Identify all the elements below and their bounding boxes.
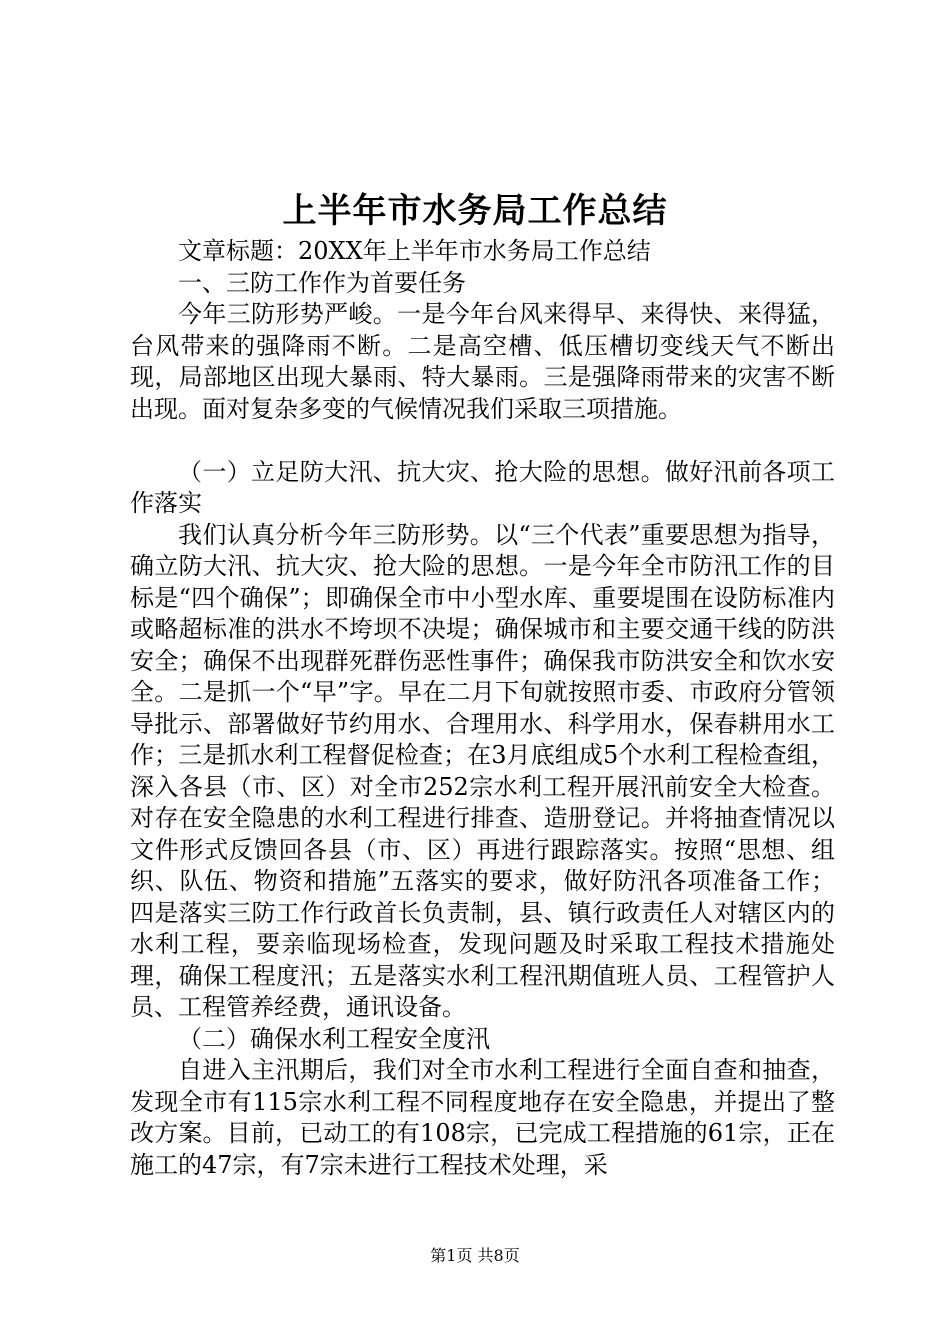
article-title-line: 文章标题：20XX年上半年市水务局工作总结	[178, 237, 651, 265]
section-heading: 一、三防工作作为首要任务	[178, 268, 466, 297]
subsection-heading: （一）立足防大汛、抗大灾、抢大险的思想。做好汛前各项工作落实	[130, 457, 835, 517]
body-paragraph: 我们认真分析今年三防形势。以“三个代表”重要思想为指导，确立防大汛、抗大灾、抢大险的思想。一是今年全市防汛工作的目标是“四个确保”；即确保全市中小型水库、重要堤围在设防标准内或略超标准的洪水不垮坝不决堤；确保城市和主要交通干线的防洪安全；确保不出现群死群伤恶性事件；确保我市防洪安全和饮水安全。二是抓一个“早”字。早在二月下旬就按照市委、市政府分管领导批示、部署做好节约用水、合理用水、科学用水，保春耕用水工作；三是抓水利工程督促检查；在3月底组成5个水利工程检查组，深入各县（市、区）对全市252宗水利工程开展汛前安全大检查。对存在安全隐患的水利工程进行排查、造册登记。并将抽查情况以文件形式反馈回各县（市、区）再进行跟踪落实。按照“思想、组织、队伍、物资和措施”五落实的要求，做好防汛各项准备工作；四是落实三防工作行政首长负责制，县、镇行政责任人对辖区内的水利工程，要亲临现场检查，发现问题及时采取工程技术措施处理，确保工程度汛；五是落实水利工程汛期值班人员、工程管护人员、工程管养经费，通讯设备。	[130, 520, 835, 1021]
document-title: 上半年市水务局工作总结	[282, 191, 668, 231]
page-footer: 第1页 共8页	[430, 1246, 520, 1265]
subsection-heading: （二）确保水利工程安全度汛	[178, 1024, 490, 1053]
body-paragraph: 自进入主汛期后，我们对全市水利工程进行全面自查和抽查，发现全市有115宗水利工程不同程度地存在安全隐患，并提出了整改方案。目前，已动工的有108宗，已完成工程措施的61宗，正在施工的47宗，有7宗未进行工程技术处理，采	[130, 1056, 835, 1179]
document-body	[130, 236, 835, 1181]
body-paragraph: 今年三防形势严峻。一是今年台风来得早、来得快、来得猛，台风带来的强降雨不断。二是高空槽、低压槽切变线天气不断出现，局部地区出现大暴雨、特大暴雨。三是强降雨带来的灾害不断出现。面对复杂多变的气候情况我们采取三项措施。	[130, 300, 835, 423]
